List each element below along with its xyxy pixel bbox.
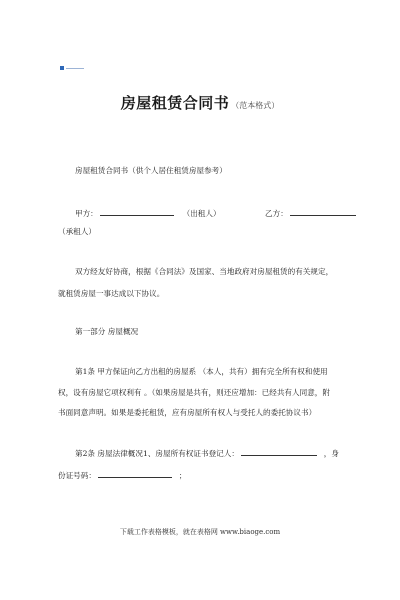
owner-name-blank[interactable] <box>241 447 317 456</box>
article2-line-2 <box>58 469 186 481</box>
article2-line-1-text: 第2条 房屋法律概况1、房屋所有权证书登记人： <box>75 449 239 458</box>
intro-line-2: 就租赁房屋一事达成以下协议。 <box>58 289 165 298</box>
party-b-label: 乙方： <box>265 209 288 218</box>
page-footer: 下载工作表格模板，就在表格网 www.biaoge.com <box>119 528 281 536</box>
party-a-line <box>75 207 356 219</box>
corner-mark-icon <box>60 66 86 70</box>
corner-mark-square <box>60 66 64 70</box>
document-title-note: （范本格式） <box>231 101 280 110</box>
article2-line-1 <box>75 447 339 459</box>
party-b-role: （承租人） <box>58 227 96 236</box>
article1-line-2: 权，设有房屋它项权利有 。（如果房屋是共有，则还应增加：已经共有人同意，附 <box>58 388 330 397</box>
id-number-label: 份证号码： <box>58 471 96 480</box>
party-a-blank[interactable] <box>100 207 174 216</box>
intro-line-1: 双方经友好协商，根据《合同法》及国家、当地政府对房屋租赁的有关规定， <box>75 267 334 276</box>
document-title: 房屋租赁合同书 <box>120 94 230 112</box>
article1-line-1: 第1条 甲方保证向乙方出租的房屋系 （本人，共有）拥有完全所有权和使用 <box>75 367 328 376</box>
party-a-label: 甲方： <box>75 209 98 218</box>
document-subtitle: 房屋租赁合同书（供个人居住租赁房屋参考） <box>75 166 227 175</box>
part1-heading: 第一部分 房屋概况 <box>75 327 139 336</box>
id-number-blank[interactable] <box>98 469 172 478</box>
title-row <box>0 92 400 113</box>
corner-mark-line <box>66 68 84 69</box>
article1-line-3: 书面同意声明。如果是委托租赁，应有房屋所有权人与受托人的委托协议书） <box>58 408 317 417</box>
party-a-role: （出租人） <box>182 209 221 218</box>
id-number-tail: ； <box>178 471 187 480</box>
article2-line-1-tail: ，身 <box>323 449 339 458</box>
party-b-blank[interactable] <box>290 207 356 216</box>
